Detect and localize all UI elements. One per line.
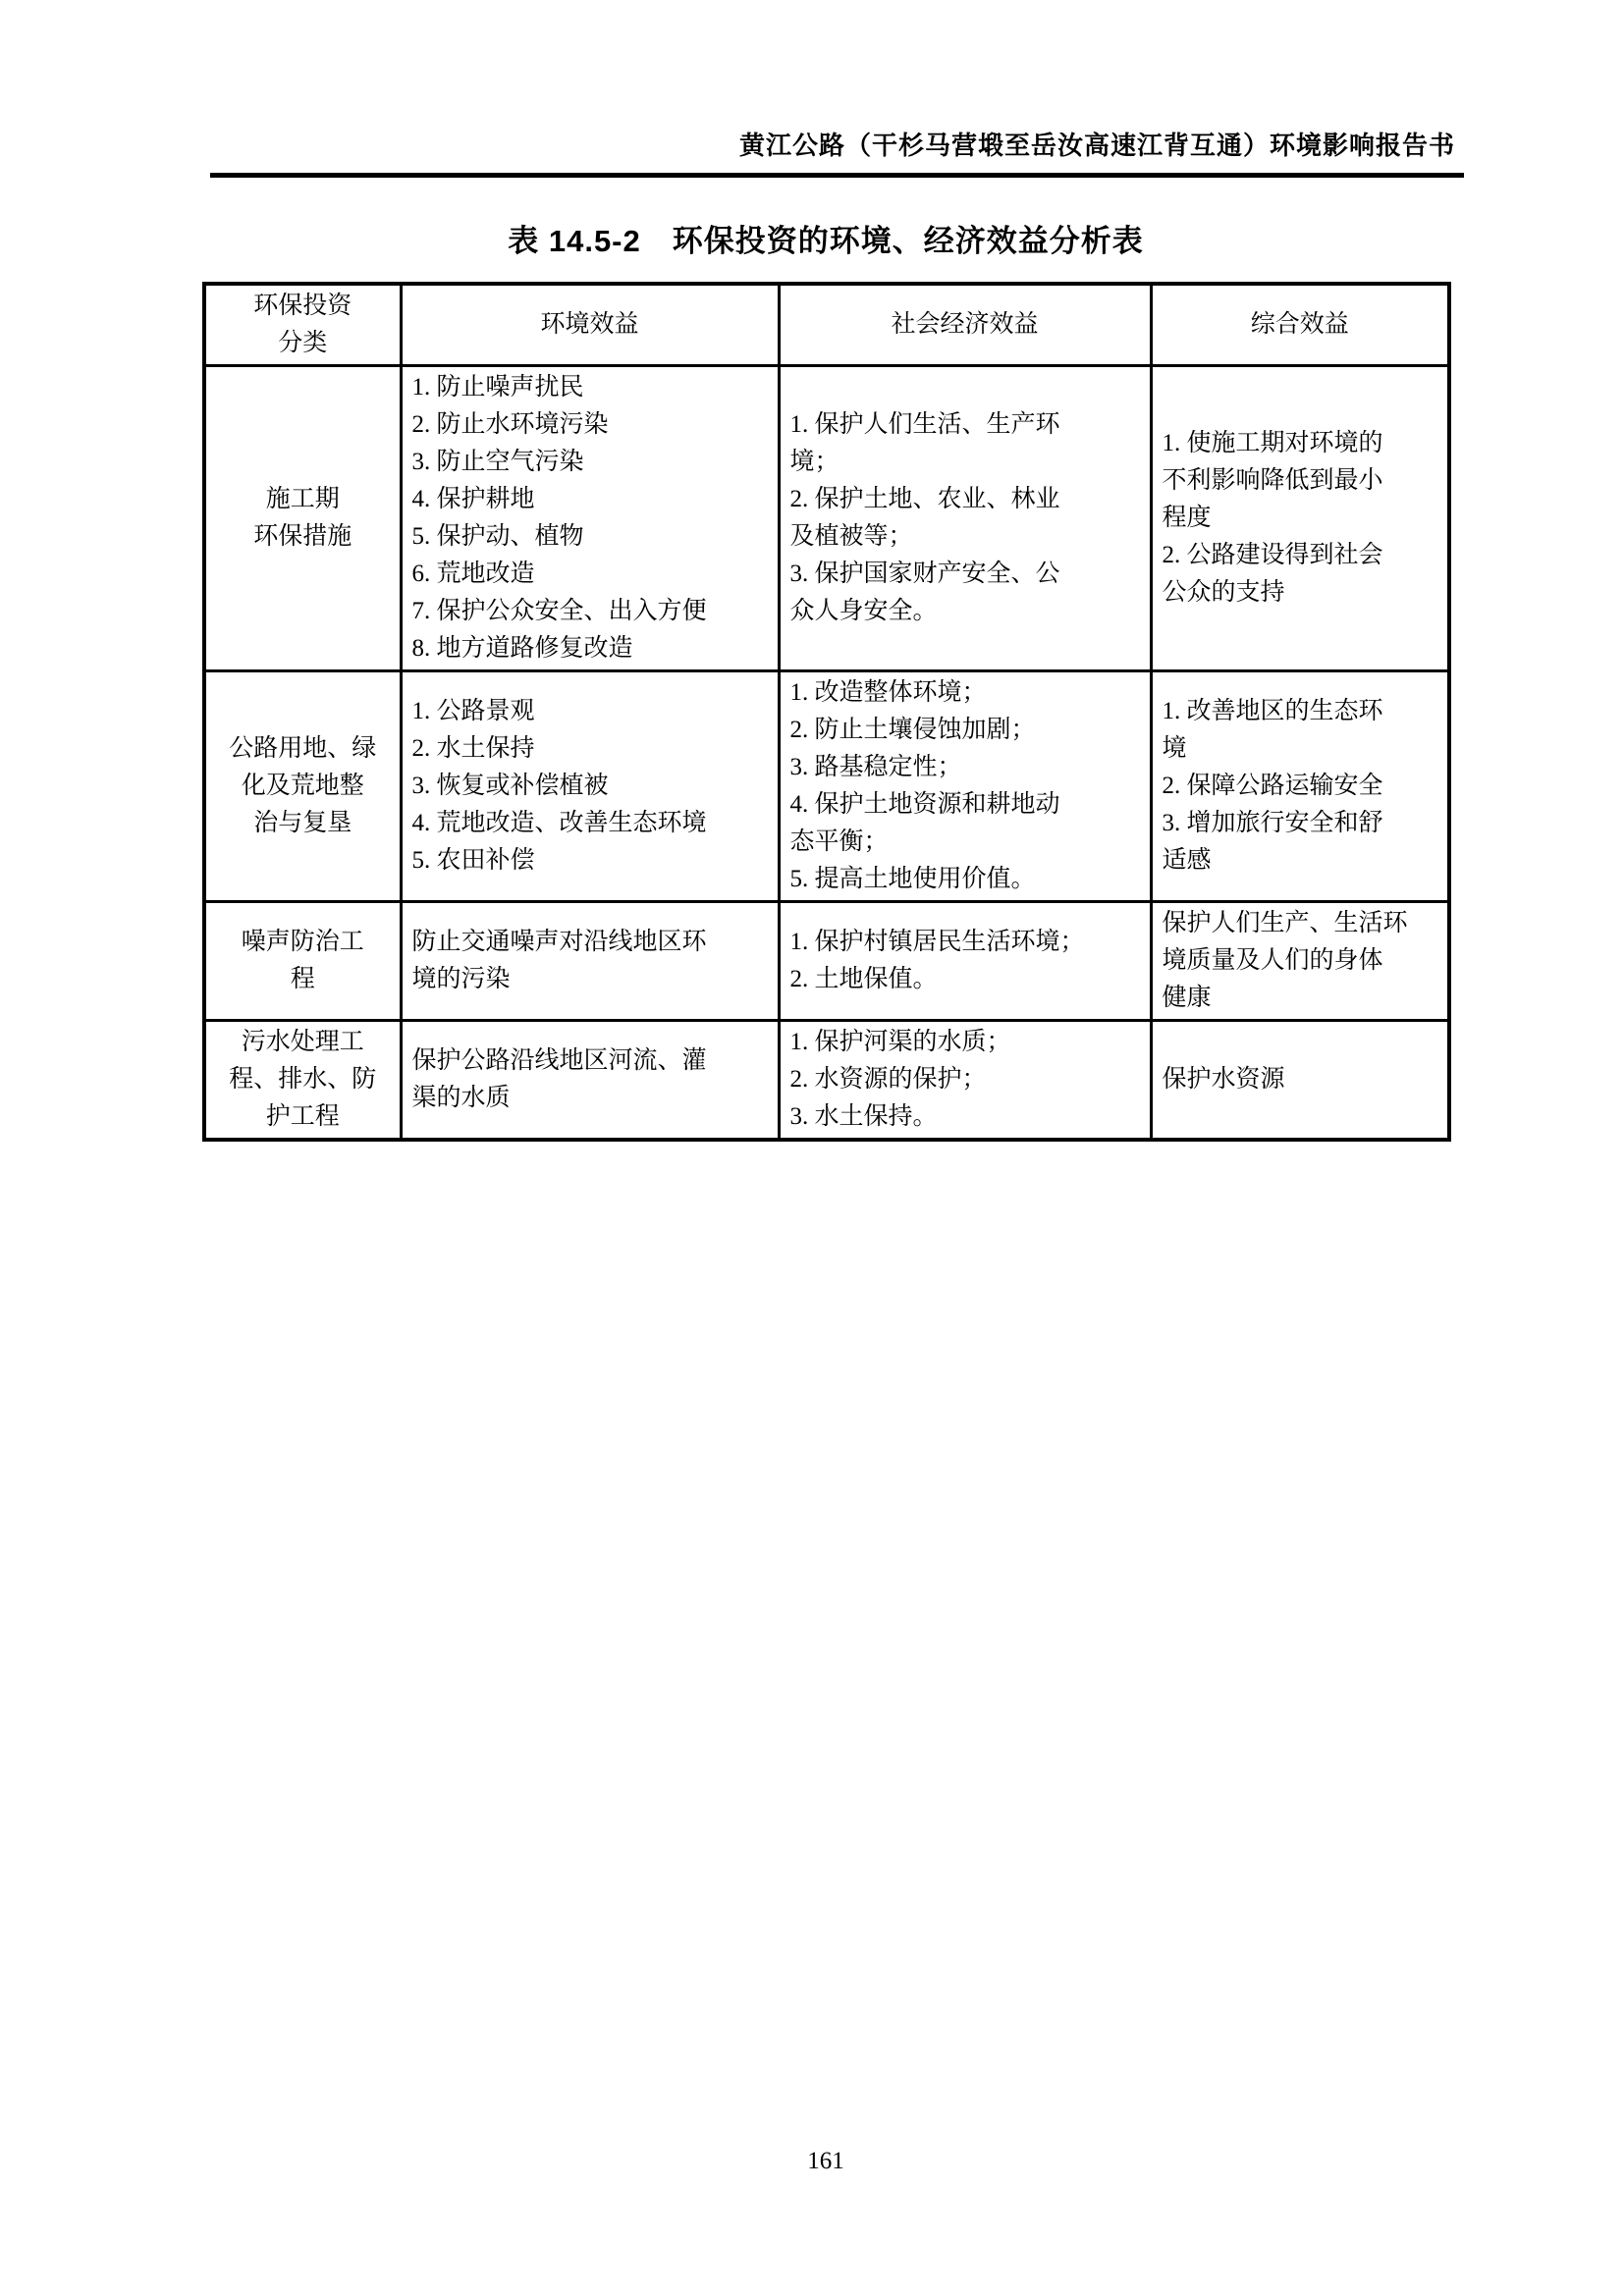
table-row-sewage-treatment [204,1021,1449,1141]
header-cell-comprehensive: 综合效益 [1151,284,1449,366]
category-cell: 噪声防治工 程 [204,902,401,1021]
table-row-land-greening [204,671,1449,902]
environmental-benefit-cell: 1. 公路景观 2. 水土保持 3. 恢复或补偿植被 4. 荒地改造、改善生态环境 5. 农田补偿 [401,671,779,902]
category-cell: 施工期 环保措施 [204,366,401,671]
header-rule-divider [210,173,1464,178]
table-row-noise-control [204,902,1449,1021]
comprehensive-benefit-cell: 保护人们生产、生活环 境质量及人们的身体 健康 [1151,902,1449,1021]
header-cell-category: 环保投资 分类 [204,284,401,366]
socioeconomic-benefit-cell: 1. 保护人们生活、生产环 境； 2. 保护土地、农业、林业 及植被等； 3. 保护国家财产安全、公 众人身安全。 [779,366,1151,671]
page-number: 161 [807,2148,844,2174]
comprehensive-benefit-cell: 1. 使施工期对环境的 不利影响降低到最小 程度 2. 公路建设得到社会 公众的支持 [1151,366,1449,671]
socioeconomic-benefit-cell: 1. 保护河渠的水质； 2. 水资源的保护； 3. 水土保持。 [779,1021,1151,1141]
document-header-title: 黄江公路（干杉马营塅至岳汝高速江背互通）环境影响报告书 [738,132,1455,160]
environmental-benefit-cell: 防止交通噪声对沿线地区环 境的污染 [401,902,779,1021]
header-cell-socioeconomic: 社会经济效益 [779,284,1151,366]
comprehensive-benefit-cell: 1. 改善地区的生态环 境 2. 保障公路运输安全 3. 增加旅行安全和舒 适感 [1151,671,1449,902]
benefit-analysis-table [202,282,1451,1142]
table-row-construction-period [204,366,1449,671]
socioeconomic-benefit-cell: 1. 保护村镇居民生活环境； 2. 土地保值。 [779,902,1151,1021]
socioeconomic-benefit-cell: 1. 改造整体环境； 2. 防止土壤侵蚀加剧； 3. 路基稳定性； 4. 保护土地资源和耕地动 态平衡； 5. 提高土地使用价值。 [779,671,1151,902]
table-header-row [204,284,1449,366]
table-title: 表 14.5-2 环保投资的环境、经济效益分析表 [508,224,1144,258]
environmental-benefit-cell: 保护公路沿线地区河流、灌 渠的水质 [401,1021,779,1141]
environmental-benefit-cell: 1. 防止噪声扰民 2. 防止水环境污染 3. 防止空气污染 4. 保护耕地 5. 保护动、植物 6. 荒地改造 7. 保护公众安全、出入方便 8. 地方道路修复改造 [401,366,779,671]
header-cell-environmental: 环境效益 [401,284,779,366]
category-cell: 公路用地、绿 化及荒地整 治与复垦 [204,671,401,902]
comprehensive-benefit-cell: 保护水资源 [1151,1021,1449,1141]
category-cell: 污水处理工 程、排水、防 护工程 [204,1021,401,1141]
